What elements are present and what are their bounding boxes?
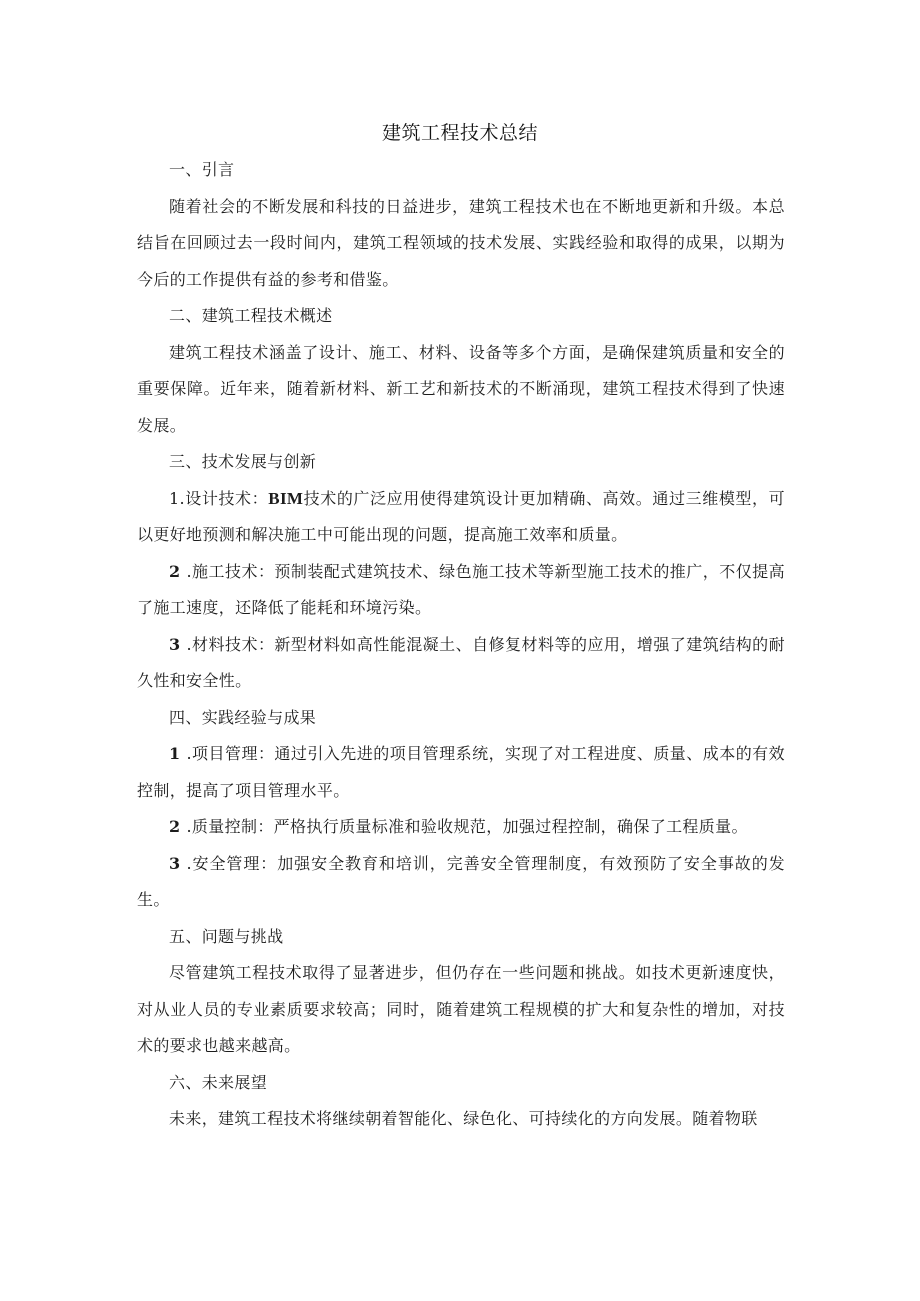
list-item bbox=[137, 736, 785, 809]
paragraph-text: 未来，建筑工程技术将继续朝着智能化、绿色化、可持续化的方向发展。随着物联 bbox=[169, 1109, 758, 1128]
list-item bbox=[137, 809, 785, 846]
paragraph bbox=[137, 189, 785, 299]
section-heading: 六、未来展望 bbox=[169, 1072, 268, 1092]
paragraph bbox=[137, 335, 785, 445]
paragraph-text: 尽管建筑工程技术取得了显著进步，但仍存在一些问题和挑战。如技术更新速度快，对从业人员的专业素质要求较高；同时，随着建筑工程规模的扩大和复杂性的增加，对技术的要求也越来越高。 bbox=[137, 963, 785, 1055]
paragraph-text: .安全管理：加强安全教育和培训，完善安全管理制度，有效预防了安全事故的发生。 bbox=[137, 853, 785, 909]
paragraph-text: 随着社会的不断发展和科技的日益进步，建筑工程技术也在不断地更新和升级。本总结旨在回顾过去一段时间内，建筑工程领域的技术发展、实践经验和取得的成果，以期为今后的工作提供有益的参考和借鉴。 bbox=[137, 196, 785, 289]
document-title: 建筑工程技术总结 bbox=[381, 122, 538, 144]
section-heading: 三、技术发展与创新 bbox=[169, 452, 317, 471]
item-number: 3 bbox=[169, 853, 181, 873]
paragraph-text: .质量控制：严格执行质量标准和验收规范，加强过程控制，确保了工程质量。 bbox=[186, 817, 748, 836]
item-number: 1. bbox=[169, 488, 185, 508]
list-item bbox=[137, 481, 785, 554]
item-prefix: 设计技术： bbox=[184, 488, 269, 508]
item-number: 2 bbox=[169, 561, 181, 581]
bim-term: BIM bbox=[268, 488, 304, 508]
list-item bbox=[137, 627, 785, 700]
section-heading: 一、引言 bbox=[169, 160, 235, 179]
section-heading: 四、实践经验与成果 bbox=[169, 707, 317, 727]
item-number: 1 bbox=[169, 744, 181, 763]
paragraph-text: .施工技术：预制装配式建筑技术、绿色施工技术等新型施工技术的推广，不仅提高了施工速度，还降低了能耗和环境污染。 bbox=[137, 561, 785, 617]
document-body bbox=[137, 152, 785, 1138]
paragraph-text: 技术的广泛应用使得建筑设计更加精确、高效。通过三维模型，可以更好地预测和解决施工中可能出现的问题，提高施工效率和质量。 bbox=[137, 488, 785, 544]
list-item bbox=[137, 846, 785, 919]
paragraph-text: 建筑工程技术涵盖了设计、施工、材料、设备等多个方面，是确保建筑质量和安全的重要保障。近年来，随着新材料、新工艺和新技术的不断涌现，建筑工程技术得到了快速发展。 bbox=[137, 342, 785, 435]
section-heading: 二、建筑工程技术概述 bbox=[169, 306, 333, 325]
paragraph bbox=[137, 955, 785, 1065]
paragraph-text: .项目管理：通过引入先进的项目管理系统，实现了对工程进度、质量、成本的有效控制，提高了项目管理水平。 bbox=[137, 744, 785, 800]
item-number: 3 bbox=[169, 634, 181, 654]
list-item bbox=[137, 554, 785, 627]
paragraph bbox=[137, 1101, 785, 1138]
section-heading: 五、问题与挑战 bbox=[169, 926, 284, 946]
paragraph-text: .材料技术：新型材料如高性能混凝土、自修复材料等的应用，增强了建筑结构的耐久性和安全性。 bbox=[137, 634, 785, 690]
item-number: 2 bbox=[169, 817, 181, 836]
